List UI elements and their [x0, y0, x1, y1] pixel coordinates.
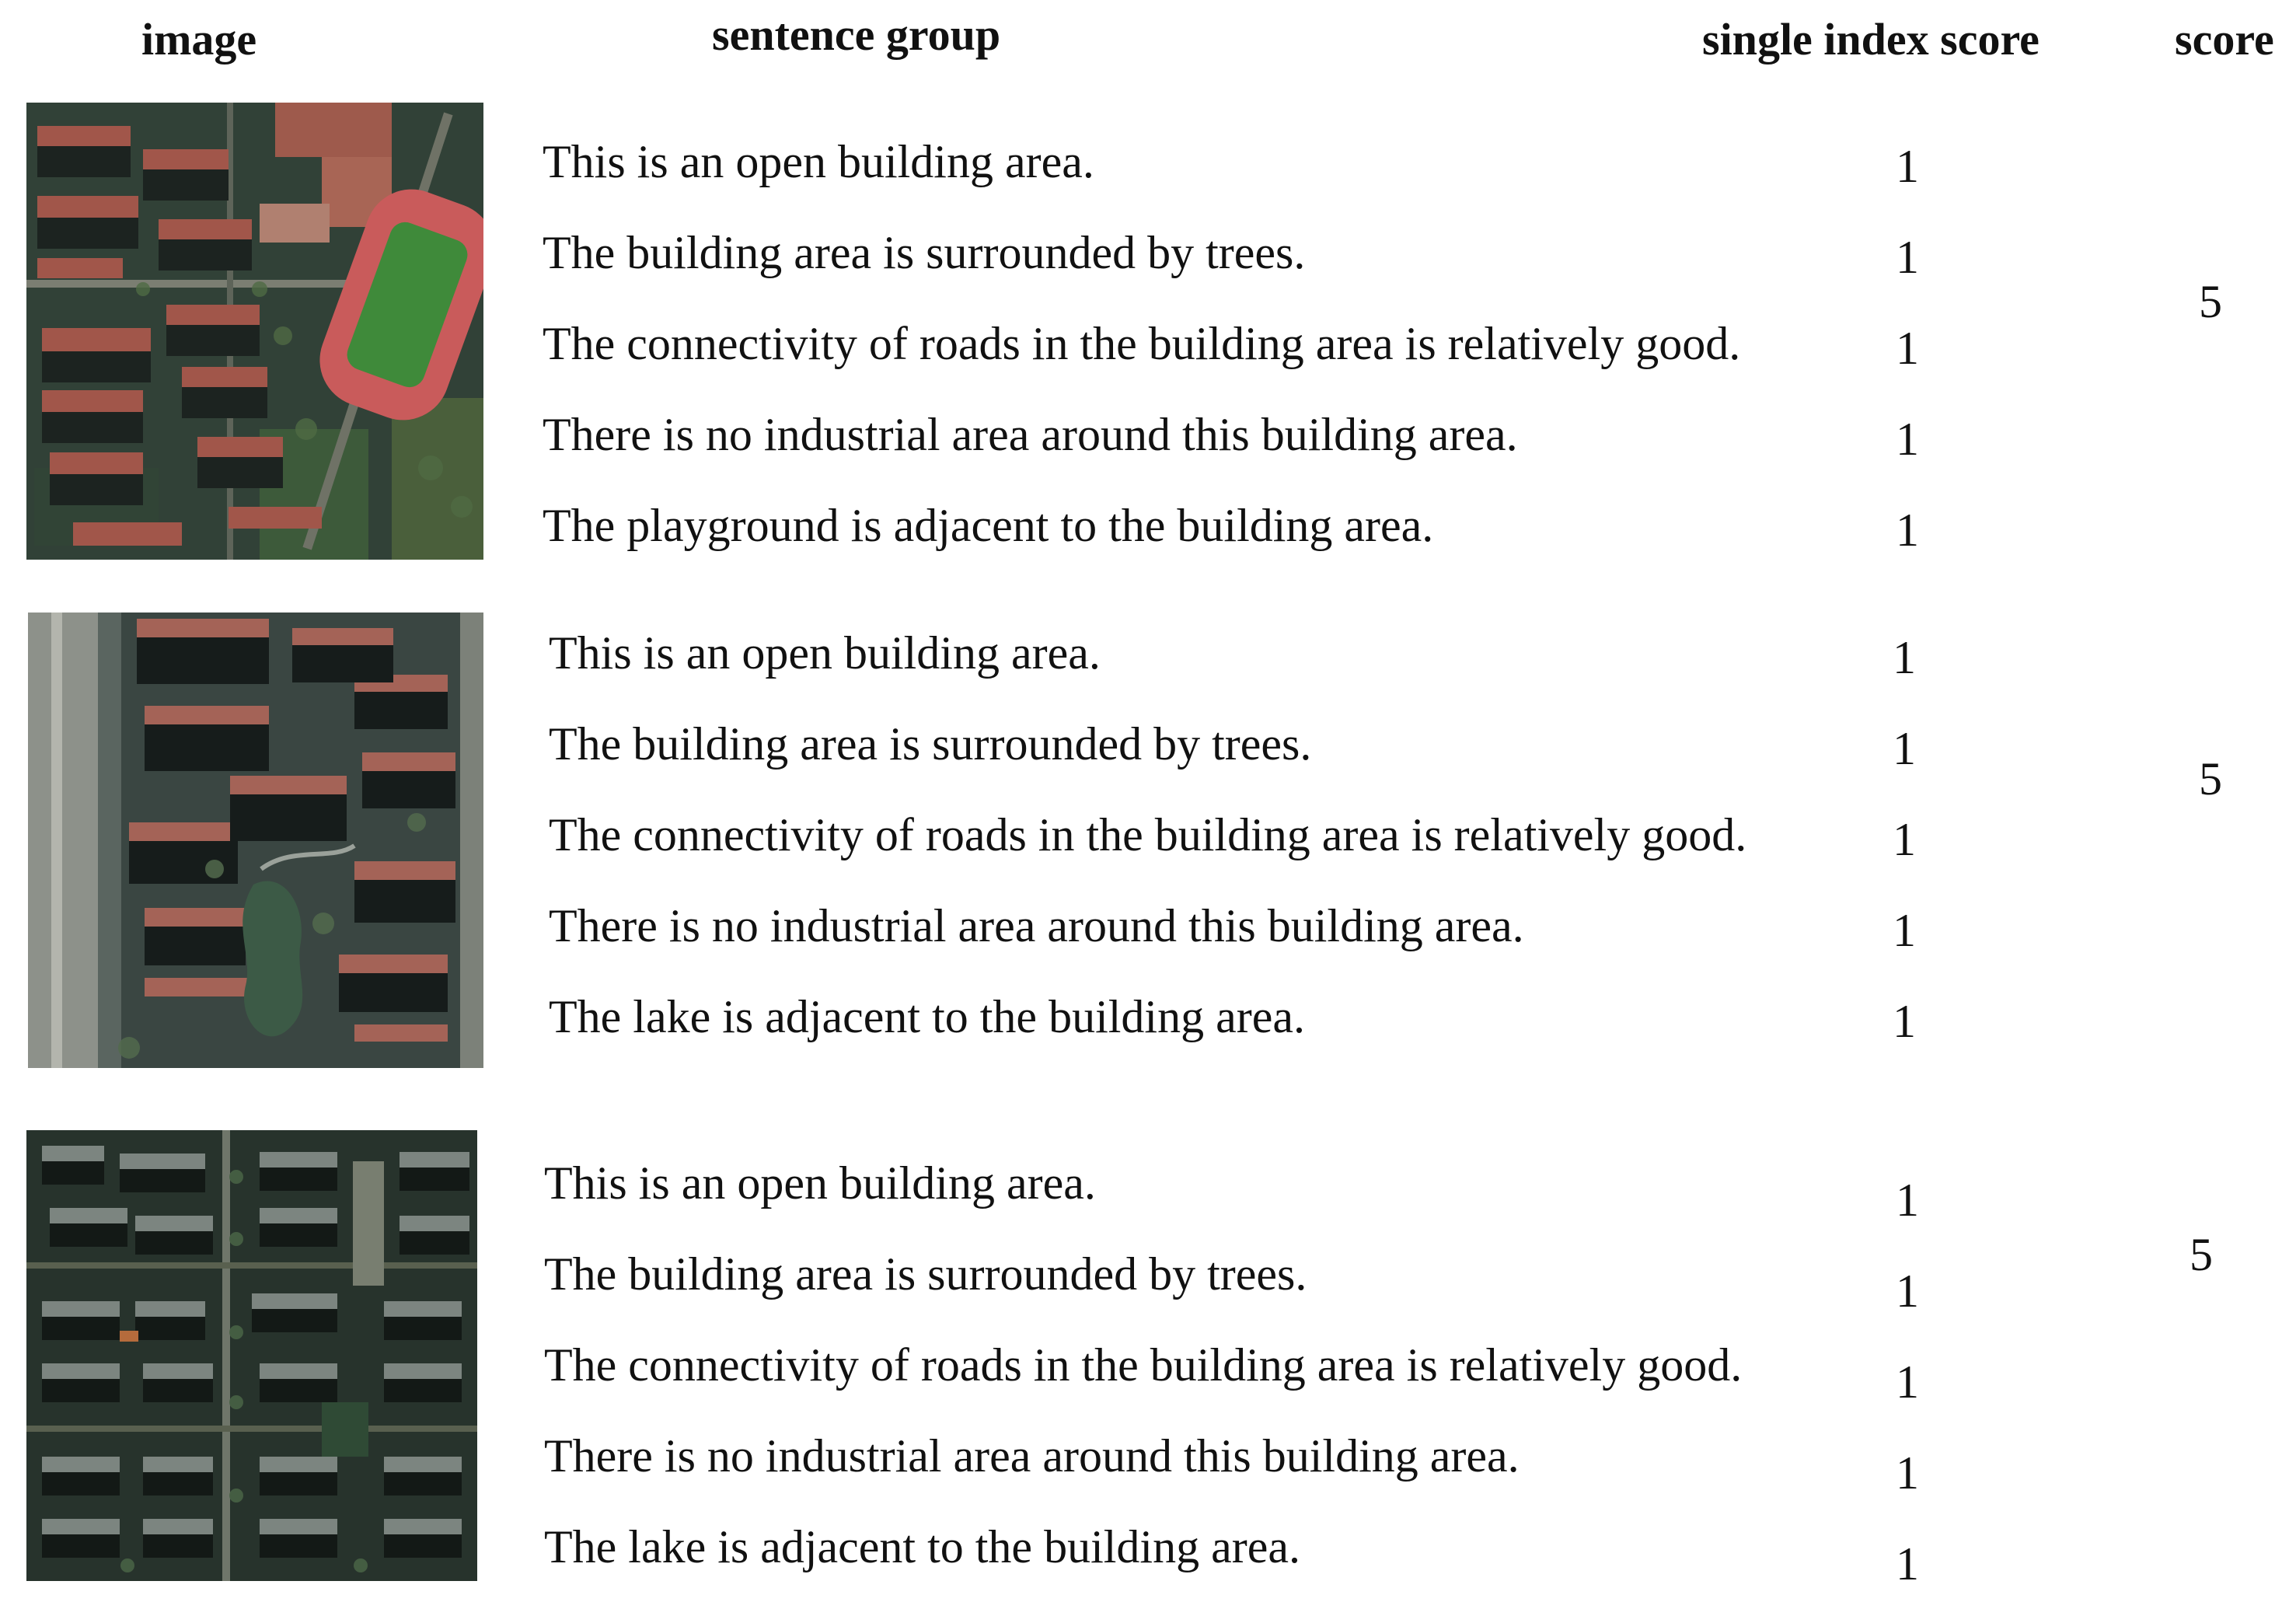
group-1-sentence-1: This is an open building area. — [543, 136, 1094, 187]
aerial-image-1 — [26, 103, 483, 560]
header-image: image — [141, 14, 257, 65]
group-1-sentence-2: The building area is surrounded by trees. — [543, 227, 1306, 278]
aerial-image-2 — [28, 613, 483, 1068]
aerial-image-3 — [26, 1130, 477, 1581]
group-3-sentence-5: The lake is adjacent to the building area. — [544, 1521, 1300, 1572]
group-2-index-score-1: 1 — [1893, 632, 1916, 683]
group-3-sentence-2: The building area is surrounded by trees. — [544, 1248, 1307, 1300]
group-2-score: 5 — [2199, 753, 2222, 804]
group-3-sentence-3: The connectivity of roads in the building area is relatively good. — [544, 1339, 1743, 1391]
group-3-index-score-4: 1 — [1896, 1447, 1919, 1499]
group-3-index-score-1: 1 — [1896, 1174, 1919, 1226]
group-2-sentence-5: The lake is adjacent to the building area. — [549, 991, 1305, 1042]
group-2-sentence-4: There is no industrial area around this building area. — [549, 900, 1524, 951]
group-3-score: 5 — [2190, 1229, 2213, 1280]
group-1-index-score-3: 1 — [1896, 323, 1919, 374]
group-3-index-score-5: 1 — [1896, 1538, 1919, 1590]
group-1-index-score-2: 1 — [1896, 232, 1919, 283]
group-3-index-score-2: 1 — [1896, 1265, 1919, 1317]
group-3-index-score-3: 1 — [1896, 1356, 1919, 1408]
aerial-residential-playground-icon — [26, 103, 483, 560]
group-1-index-score-4: 1 — [1896, 414, 1919, 465]
header-single-index-score: single index score — [1702, 14, 2040, 65]
group-1-index-score-5: 1 — [1896, 504, 1919, 556]
group-2-sentence-3: The connectivity of roads in the building area is relatively good. — [549, 809, 1747, 860]
header-sentence-group: sentence group — [712, 9, 1001, 60]
group-2-index-score-3: 1 — [1893, 814, 1916, 865]
group-2-index-score-4: 1 — [1893, 905, 1916, 956]
group-1-score: 5 — [2199, 276, 2222, 327]
group-3-sentence-4: There is no industrial area around this building area. — [544, 1430, 1520, 1482]
group-2-sentence-1: This is an open building area. — [549, 627, 1101, 679]
group-1-index-score-1: 1 — [1896, 141, 1919, 192]
header-score: score — [2175, 14, 2274, 65]
group-1-sentence-5: The playground is adjacent to the building area. — [543, 500, 1434, 551]
group-2-sentence-2: The building area is surrounded by trees. — [549, 718, 1312, 770]
group-3-sentence-1: This is an open building area. — [544, 1157, 1096, 1209]
group-2-index-score-2: 1 — [1893, 723, 1916, 774]
aerial-residential-grid-icon — [26, 1130, 477, 1581]
group-2-index-score-5: 1 — [1893, 996, 1916, 1047]
aerial-residential-lake-icon — [28, 613, 483, 1068]
group-1-sentence-4: There is no industrial area around this building area. — [543, 409, 1518, 460]
group-1-sentence-3: The connectivity of roads in the building area is relatively good. — [543, 318, 1741, 369]
